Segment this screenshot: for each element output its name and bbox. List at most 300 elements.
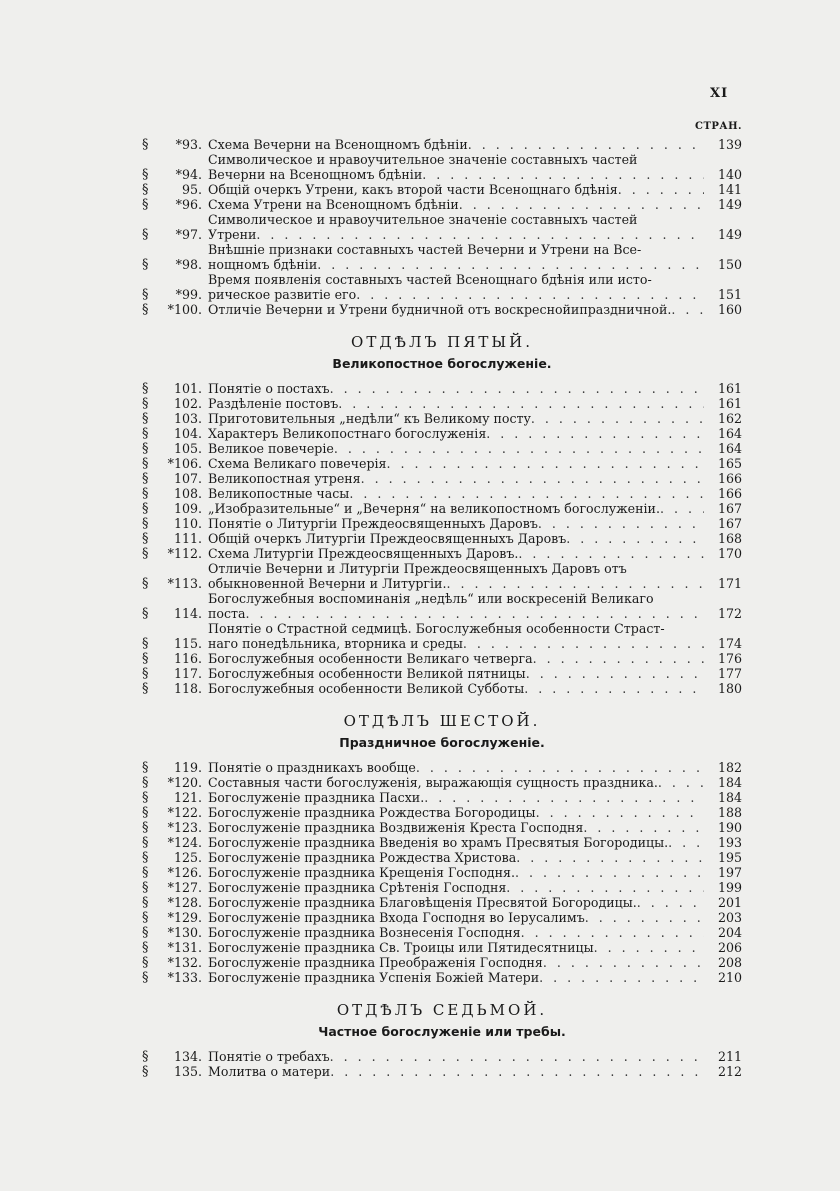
entry-number: *132. xyxy=(167,955,202,970)
entry-page-number: 167 xyxy=(717,516,742,531)
entry-title-line xyxy=(208,302,704,317)
entry-number: *113. xyxy=(167,576,202,591)
section-mark: § xyxy=(142,576,149,591)
dot-leader xyxy=(538,516,704,531)
entry-page-number: 164 xyxy=(717,441,742,456)
dot-leader xyxy=(543,955,704,970)
entry-number: 117. xyxy=(173,666,202,681)
entry-title-text: Схема Великаго повечерія xyxy=(208,456,387,471)
section-mark: § xyxy=(142,182,149,197)
entry-title-line xyxy=(208,621,704,636)
entry-title xyxy=(208,381,704,396)
entry-title xyxy=(208,486,704,501)
dot-leader xyxy=(668,835,704,850)
section-mark: § xyxy=(142,516,149,531)
entry-title-line xyxy=(208,257,704,272)
section-mark: § xyxy=(142,940,149,955)
page-number-roman: XI xyxy=(710,86,729,101)
entry-page-number: 140 xyxy=(717,167,742,182)
section-subtitle: Великопостное богослуженіе. xyxy=(332,356,552,371)
entry-title-text: Приготовительныя „недѣли“ къ Великому посту xyxy=(208,411,531,426)
entry-title-line xyxy=(208,865,704,880)
entry-title-text: Богослуженіе праздника Воздвиженія Креста Господня xyxy=(208,820,584,835)
toc-entry xyxy=(142,621,742,651)
entry-title xyxy=(208,805,704,820)
entry-title xyxy=(208,681,704,696)
entry-title-text: рическое развитіе его xyxy=(208,287,357,302)
entry-title-text: Богослужебныя особенности Великой пятницы xyxy=(208,666,526,681)
toc-entry xyxy=(142,486,742,501)
entry-page-number: 206 xyxy=(717,940,742,955)
section-mark: § xyxy=(142,666,149,681)
entry-title xyxy=(208,1064,704,1079)
entry-title-text: Понятіе о постахъ xyxy=(208,381,330,396)
entry-title-line xyxy=(208,895,704,910)
entry-title xyxy=(208,850,704,865)
toc-entry xyxy=(142,1064,742,1079)
entry-number: 121. xyxy=(173,790,202,805)
entry-title-line xyxy=(208,441,704,456)
toc-entry xyxy=(142,471,742,486)
entry-title-text: Богослужебныя воспоминанія „недѣль“ или воскресеній Великаго xyxy=(208,591,654,606)
entry-number: 95. xyxy=(181,182,202,197)
entry-title-text: Великопостная утреня xyxy=(208,471,361,486)
entry-title xyxy=(208,411,704,426)
section-mark: § xyxy=(142,381,149,396)
entry-title-text: Отличіе Вечерни и Литургіи Преждеосвященныхъ Даровъ отъ xyxy=(208,561,627,576)
section-mark: § xyxy=(142,606,149,621)
entry-page-number: 203 xyxy=(717,910,742,925)
entry-page-number: 193 xyxy=(717,835,742,850)
entry-number: 118. xyxy=(173,681,202,696)
entry-title-line xyxy=(208,970,704,985)
entry-title-text: Понятіе о требахъ xyxy=(208,1049,330,1064)
dot-leader xyxy=(637,895,704,910)
entry-number: *120. xyxy=(167,775,202,790)
section-mark: § xyxy=(142,955,149,970)
entry-title-line xyxy=(208,501,704,516)
dot-leader xyxy=(246,606,704,621)
section-mark: § xyxy=(142,835,149,850)
toc-entry xyxy=(142,546,742,561)
toc-entry xyxy=(142,302,742,317)
section-mark: § xyxy=(142,636,149,651)
section-mark: § xyxy=(142,411,149,426)
dot-leader xyxy=(330,381,704,396)
dot-leader xyxy=(658,775,704,790)
entry-title xyxy=(208,441,704,456)
entry-title-text: Богослуженіе праздника Благовѣщенія Пресвятой Богородицы. xyxy=(208,895,637,910)
section-mark: § xyxy=(142,925,149,940)
section-mark: § xyxy=(142,1049,149,1064)
entry-number: *131. xyxy=(167,940,202,955)
entry-title-text: Богослуженіе праздника Пасхи. xyxy=(208,790,425,805)
dot-leader xyxy=(446,576,704,591)
toc-entry xyxy=(142,651,742,666)
dot-leader xyxy=(356,287,704,302)
entry-page-number: 211 xyxy=(717,1049,742,1064)
dot-leader xyxy=(468,137,704,152)
section-mark: § xyxy=(142,197,149,212)
toc-entry xyxy=(142,152,742,182)
entry-title-text: наго понедѣльника, вторника и среды xyxy=(208,636,463,651)
entry-page-number: 161 xyxy=(717,381,742,396)
dot-leader xyxy=(422,167,704,182)
entry-title-text: Утрени xyxy=(208,227,257,242)
dot-leader xyxy=(533,651,704,666)
entry-title-line xyxy=(208,925,704,940)
entry-number: 109. xyxy=(173,501,202,516)
section-mark: § xyxy=(142,895,149,910)
entry-number: 135. xyxy=(173,1064,202,1079)
entry-title xyxy=(208,561,704,591)
entry-title-line xyxy=(208,546,704,561)
entry-title xyxy=(208,152,704,182)
entry-title-text: Богослуженіе праздника Успенія Божіей Матери xyxy=(208,970,540,985)
section-mark: § xyxy=(142,501,149,516)
toc-section xyxy=(142,137,742,317)
entry-title-line xyxy=(208,471,704,486)
entry-number: 134. xyxy=(173,1049,202,1064)
entry-page-number: 177 xyxy=(717,666,742,681)
entry-page-number: 180 xyxy=(717,681,742,696)
section-mark: § xyxy=(142,760,149,775)
dot-leader xyxy=(349,486,704,501)
dot-leader xyxy=(566,531,704,546)
section-mark: § xyxy=(142,426,149,441)
entry-page-number: 170 xyxy=(717,546,742,561)
entry-title-line xyxy=(208,1064,704,1079)
entry-title xyxy=(208,970,704,985)
section-heading xyxy=(142,710,742,754)
section-mark: § xyxy=(142,531,149,546)
entry-title-line xyxy=(208,137,704,152)
toc-entry xyxy=(142,820,742,835)
entry-title xyxy=(208,137,704,152)
section-mark: § xyxy=(142,880,149,895)
entry-title-line xyxy=(208,820,704,835)
section-title: ОТДѢЛЪ ПЯТЫЙ. xyxy=(351,333,533,351)
dot-leader xyxy=(536,805,704,820)
toc-entry xyxy=(142,805,742,820)
toc-entry xyxy=(142,197,742,212)
toc-entry xyxy=(142,516,742,531)
entry-title-text: Богослуженіе праздника Рождества Христова xyxy=(208,850,517,865)
entry-number: 101. xyxy=(173,381,202,396)
toc-section xyxy=(142,710,742,985)
section-title: ОТДѢЛЪ СЕДЬМОЙ. xyxy=(336,1001,548,1019)
entry-title-text: Внѣшніе признаки составныхъ частей Вечерни и Утрени на Все- xyxy=(208,242,642,257)
entry-number: *124. xyxy=(167,835,202,850)
section-mark: § xyxy=(142,471,149,486)
toc-entry xyxy=(142,925,742,940)
toc-entry xyxy=(142,1049,742,1064)
dot-leader xyxy=(531,411,704,426)
entry-title-text: Составныя части богослуженія, выражающія сущность праздника. xyxy=(208,775,658,790)
entry-page-number: 190 xyxy=(717,820,742,835)
dot-leader xyxy=(338,396,704,411)
entry-number: 114. xyxy=(173,606,202,621)
dot-leader xyxy=(486,426,704,441)
toc-section xyxy=(142,331,742,696)
entry-page-number: 201 xyxy=(717,895,742,910)
entry-title-line xyxy=(208,182,704,197)
entry-page-number: 174 xyxy=(717,636,742,651)
entry-number: 116. xyxy=(173,651,202,666)
entry-title-text: Богослуженіе праздника Преображенія Господня xyxy=(208,955,543,970)
entry-title-line xyxy=(208,486,704,501)
dot-leader xyxy=(594,940,704,955)
entry-title xyxy=(208,426,704,441)
entry-number: *127. xyxy=(167,880,202,895)
entry-page-number: 199 xyxy=(717,880,742,895)
entry-number: 115. xyxy=(173,636,202,651)
entry-page-number: 184 xyxy=(717,790,742,805)
entry-title xyxy=(208,396,704,411)
toc-entry xyxy=(142,681,742,696)
entry-title xyxy=(208,925,704,940)
entry-title-line xyxy=(208,681,704,696)
entry-title-line xyxy=(208,940,704,955)
dot-leader xyxy=(660,501,704,516)
entry-number: 119. xyxy=(173,760,202,775)
entry-title-text: Схема Утрени на Всенощномъ бдѣніи xyxy=(208,197,459,212)
toc-entry xyxy=(142,396,742,411)
entry-page-number: 150 xyxy=(717,257,742,272)
dot-leader xyxy=(330,1049,704,1064)
entry-title-line xyxy=(208,955,704,970)
entry-title-text: Богослужебныя особенности Великаго четверга xyxy=(208,651,533,666)
entry-title-line xyxy=(208,197,704,212)
entry-page-number: 171 xyxy=(717,576,742,591)
entry-title xyxy=(208,456,704,471)
entry-number: 104. xyxy=(173,426,202,441)
section-mark: § xyxy=(142,790,149,805)
toc-entry xyxy=(142,272,742,302)
entry-title xyxy=(208,651,704,666)
toc-entry xyxy=(142,212,742,242)
entry-title-text: Богослуженіе праздника Вознесенія Господня xyxy=(208,925,521,940)
entry-title xyxy=(208,940,704,955)
entry-page-number: 212 xyxy=(717,1064,742,1079)
entry-title-line xyxy=(208,651,704,666)
entry-title-text: Схема Литургіи Преждеосвященныхъ Даровъ. xyxy=(208,546,519,561)
entry-title-line xyxy=(208,576,704,591)
entry-title-text: Время появленія составныхъ частей Всенощнаго бдѣнія или исто- xyxy=(208,272,652,287)
dot-leader xyxy=(334,441,704,456)
section-mark: § xyxy=(142,167,149,182)
entry-title-text: Богослуженіе праздника Введенія во храмъ Пресвятыя Богородицы. xyxy=(208,835,669,850)
entry-title-line xyxy=(208,212,704,227)
dot-leader xyxy=(459,197,704,212)
entry-number: 102. xyxy=(173,396,202,411)
entry-title xyxy=(208,302,704,317)
section-mark: § xyxy=(142,681,149,696)
entry-title-line xyxy=(208,775,704,790)
entry-title-line xyxy=(208,426,704,441)
entry-title xyxy=(208,666,704,681)
entry-title-text: Богослуженіе праздника Срѣтенія Господня xyxy=(208,880,507,895)
entry-title-line xyxy=(208,790,704,805)
dot-leader xyxy=(416,760,704,775)
section-mark: § xyxy=(142,302,149,317)
entry-title-line xyxy=(208,606,704,621)
entry-title-line xyxy=(208,760,704,775)
section-mark: § xyxy=(142,651,149,666)
dot-leader xyxy=(518,546,704,561)
toc-entry xyxy=(142,561,742,591)
dot-leader xyxy=(361,471,704,486)
toc-entry xyxy=(142,666,742,681)
entry-page-number: 176 xyxy=(717,651,742,666)
toc-entry xyxy=(142,940,742,955)
dot-leader xyxy=(330,1064,704,1079)
entry-title-line xyxy=(208,636,704,651)
entry-title-line xyxy=(208,396,704,411)
entry-page-number: 160 xyxy=(717,302,742,317)
entry-title xyxy=(208,516,704,531)
entry-number: *94. xyxy=(175,167,202,182)
entry-title-text: Понятіе о Страстной седмицѣ. Богослужебныя особенности Страст- xyxy=(208,621,665,636)
entry-title-line xyxy=(208,287,704,302)
toc-entry xyxy=(142,760,742,775)
entry-title-text: Великое повечеріе xyxy=(208,441,334,456)
page-column-label: СТРАН. xyxy=(695,121,742,132)
toc-entry xyxy=(142,880,742,895)
dot-leader xyxy=(671,302,704,317)
section-mark: § xyxy=(142,486,149,501)
entry-number: *128. xyxy=(167,895,202,910)
entry-number: *100. xyxy=(167,302,202,317)
entry-title-text: Характеръ Великопостнаго богослуженія xyxy=(208,426,487,441)
entry-title-text: нощномъ бдѣніи xyxy=(208,257,318,272)
toc-entry xyxy=(142,182,742,197)
toc-entry xyxy=(142,970,742,985)
entry-title-text: Отличіе Вечерни и Утрени будничной отъ воскреснойипраздничной. xyxy=(208,302,672,317)
entry-page-number: 165 xyxy=(717,456,742,471)
entry-title xyxy=(208,880,704,895)
toc-entry xyxy=(142,790,742,805)
entry-number: 111. xyxy=(173,531,202,546)
dot-leader xyxy=(506,880,704,895)
entry-number: *130. xyxy=(167,925,202,940)
entry-page-number: 167 xyxy=(717,501,742,516)
toc-entry xyxy=(142,850,742,865)
toc-entry xyxy=(142,591,742,621)
entry-title-line xyxy=(208,531,704,546)
entry-number: *129. xyxy=(167,910,202,925)
entry-page-number: 161 xyxy=(717,396,742,411)
entry-number: 110. xyxy=(173,516,202,531)
dot-leader xyxy=(424,790,704,805)
toc-entry xyxy=(142,501,742,516)
entry-page-number: 197 xyxy=(717,865,742,880)
entry-title-text: Богослуженіе праздника Входа Господня во Іерусалимъ xyxy=(208,910,585,925)
entry-title-line xyxy=(208,880,704,895)
entry-title-text: Схема Вечерни на Всенощномъ бдѣніи xyxy=(208,137,468,152)
entry-page-number: 184 xyxy=(717,775,742,790)
entry-page-number: 164 xyxy=(717,426,742,441)
entry-number: *123. xyxy=(167,820,202,835)
toc-entry xyxy=(142,865,742,880)
entry-title-line xyxy=(208,456,704,471)
dot-leader xyxy=(516,850,704,865)
entry-title-line xyxy=(208,411,704,426)
dot-leader xyxy=(521,925,704,940)
entry-title xyxy=(208,501,704,516)
section-title: ОТДѢЛЪ ШЕСТОЙ. xyxy=(343,712,541,730)
entry-title-line xyxy=(208,516,704,531)
section-mark: § xyxy=(142,1064,149,1079)
entry-title-text: Богослуженіе праздника Рождества Богородицы xyxy=(208,805,536,820)
section-mark: § xyxy=(142,775,149,790)
section-heading xyxy=(142,331,742,375)
entry-number: 105. xyxy=(173,441,202,456)
entry-page-number: 151 xyxy=(717,287,742,302)
section-mark: § xyxy=(142,820,149,835)
entry-title-line xyxy=(208,561,704,576)
entry-page-number: 166 xyxy=(717,471,742,486)
toc-entry xyxy=(142,955,742,970)
toc-entry xyxy=(142,137,742,152)
entry-number: *112. xyxy=(167,546,202,561)
entry-title xyxy=(208,272,704,302)
entry-title-text: обыкновенной Вечерни и Литургіи. xyxy=(208,576,447,591)
entry-title-text: Понятіе о Литургіи Преждеосвященныхъ Даровъ xyxy=(208,516,538,531)
entry-number: *122. xyxy=(167,805,202,820)
section-subtitle: Частное богослуженіе или требы. xyxy=(318,1024,566,1039)
entry-title xyxy=(208,471,704,486)
dot-leader xyxy=(539,970,704,985)
entry-page-number: 210 xyxy=(717,970,742,985)
entry-title-line xyxy=(208,381,704,396)
section-mark: § xyxy=(142,227,149,242)
entry-title-line xyxy=(208,1049,704,1064)
dot-leader xyxy=(387,456,705,471)
entry-title xyxy=(208,865,704,880)
toc-entry xyxy=(142,441,742,456)
section-mark: § xyxy=(142,441,149,456)
dot-leader xyxy=(463,636,704,651)
toc-entry xyxy=(142,775,742,790)
toc-section xyxy=(142,999,742,1079)
entry-title-line xyxy=(208,591,704,606)
entry-number: *98. xyxy=(175,257,202,272)
toc-entry xyxy=(142,895,742,910)
dot-leader xyxy=(256,227,704,242)
section-mark: § xyxy=(142,456,149,471)
section-mark: § xyxy=(142,396,149,411)
dot-leader xyxy=(583,820,704,835)
entry-title-line xyxy=(208,910,704,925)
toc-entry xyxy=(142,910,742,925)
entry-page-number: 172 xyxy=(717,606,742,621)
entry-page-number: 139 xyxy=(717,137,742,152)
entry-title xyxy=(208,910,704,925)
dot-leader xyxy=(515,865,704,880)
toc-groups xyxy=(142,137,742,1079)
entry-title-text: Общій очеркъ Утрени, какъ второй части Всенощнаго бдѣнія xyxy=(208,182,618,197)
entry-title xyxy=(208,955,704,970)
entry-page-number: 162 xyxy=(717,411,742,426)
entry-title-text: Символическое и нравоучительное значеніе составныхъ частей xyxy=(208,152,638,167)
toc-entry xyxy=(142,411,742,426)
dot-leader xyxy=(524,681,704,696)
entry-page-number: 208 xyxy=(717,955,742,970)
entry-number: 107. xyxy=(173,471,202,486)
entry-title xyxy=(208,182,704,197)
dot-leader xyxy=(618,182,704,197)
